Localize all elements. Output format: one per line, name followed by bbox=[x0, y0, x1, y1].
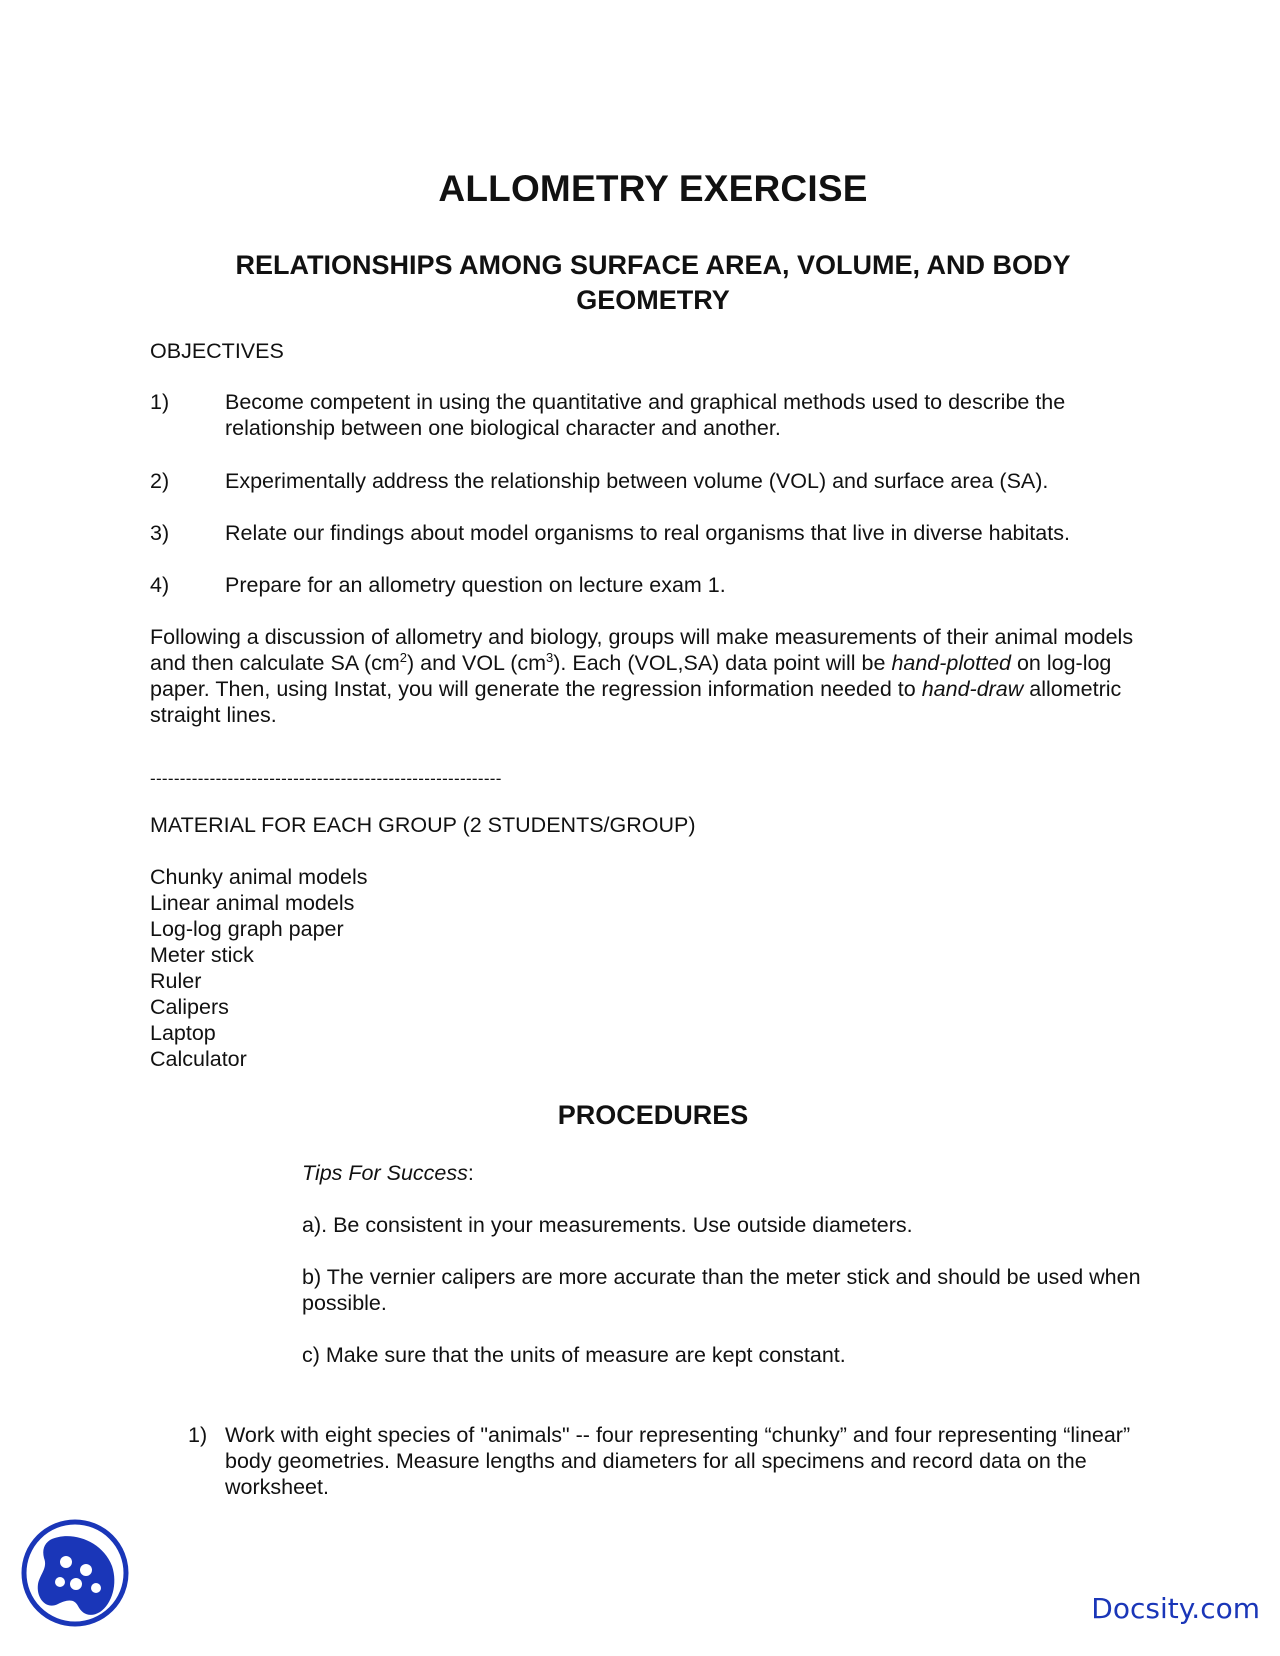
emphasis-hand-draw: hand-draw bbox=[921, 677, 1024, 701]
tips-heading bbox=[302, 1160, 474, 1186]
superscript-3: 3 bbox=[546, 649, 554, 665]
subtitle-line-1: RELATIONSHIPS AMONG SURFACE AREA, VOLUME, AND BODY bbox=[235, 250, 1071, 280]
intro-text-5: allometric straight lines. bbox=[150, 677, 1122, 727]
objective-text: Experimentally address the relationship between volume (VOL) and surface area (SA). bbox=[225, 469, 1049, 493]
intro-text-2: ) and VOL (cm bbox=[407, 651, 547, 675]
materials-list bbox=[150, 864, 368, 1072]
list-item: Ruler bbox=[150, 969, 202, 993]
docsity-logo-icon bbox=[20, 1518, 130, 1628]
intro-text-1: Following a discussion of allometry and biology, groups will make measurements of their animal models and then calculate SA (cm bbox=[150, 625, 1134, 675]
list-item: Log-log graph paper bbox=[150, 917, 344, 941]
list-item: Calculator bbox=[150, 1047, 247, 1071]
objective-number: 1) bbox=[150, 390, 170, 414]
tips-label: Tips For Success bbox=[302, 1161, 468, 1185]
list-item: Linear animal models bbox=[150, 891, 355, 915]
objective-number: 2) bbox=[150, 469, 170, 493]
list-item: Chunky animal models bbox=[150, 865, 368, 889]
emphasis-hand-plotted: hand-plotted bbox=[891, 651, 1011, 675]
list-item: Laptop bbox=[150, 1021, 216, 1045]
materials-heading: MATERIAL FOR EACH GROUP (2 STUDENTS/GROUP) bbox=[150, 813, 696, 837]
docsity-brand-link[interactable]: Docsity.com bbox=[1091, 1592, 1260, 1625]
list-item: Calipers bbox=[150, 995, 229, 1019]
tip-item: c) Make sure that the units of measure are kept constant. bbox=[302, 1343, 846, 1367]
objective-text: Become competent in using the quantitative and graphical methods used to describe the relationship between one biological character and another. bbox=[225, 390, 1066, 440]
procedures-heading: PROCEDURES bbox=[557, 1100, 749, 1130]
document-subtitle bbox=[150, 248, 1156, 318]
intro-text-3: ). Each (VOL,SA) data point will be bbox=[553, 651, 892, 675]
tip-item: a). Be consistent in your measurements. Use outside diameters. bbox=[302, 1213, 913, 1237]
document-title: ALLOMETRY EXERCISE bbox=[438, 168, 868, 209]
superscript-2: 2 bbox=[399, 649, 408, 665]
step-text: Work with eight species of "animals" -- four representing “chunky” and four representing “linear” body geometries. Measure lengths and diameters for all specimens and record data on the worksheet. bbox=[225, 1423, 1131, 1499]
objective-text: Relate our findings about model organisms to real organisms that live in diverse habitats. bbox=[225, 521, 1070, 545]
objective-text: Prepare for an allometry question on lecture exam 1. bbox=[225, 573, 726, 597]
objective-number: 4) bbox=[150, 573, 170, 597]
tip-item: b) The vernier calipers are more accurate than the meter stick and should be used when possible. bbox=[302, 1265, 1141, 1315]
list-item: Meter stick bbox=[150, 943, 254, 967]
divider-line: ----------------------------------------------------------- bbox=[150, 769, 502, 788]
subtitle-line-2: GEOMETRY bbox=[576, 285, 730, 315]
objective-number: 3) bbox=[150, 521, 170, 545]
intro-text-4: on log-log paper. Then, using Instat, you will generate the regression information needed to bbox=[150, 651, 1112, 701]
step-number: 1) bbox=[188, 1423, 208, 1447]
objectives-heading: OBJECTIVES bbox=[150, 339, 284, 363]
tips-colon: : bbox=[467, 1161, 474, 1185]
intro-paragraph bbox=[150, 624, 1150, 728]
